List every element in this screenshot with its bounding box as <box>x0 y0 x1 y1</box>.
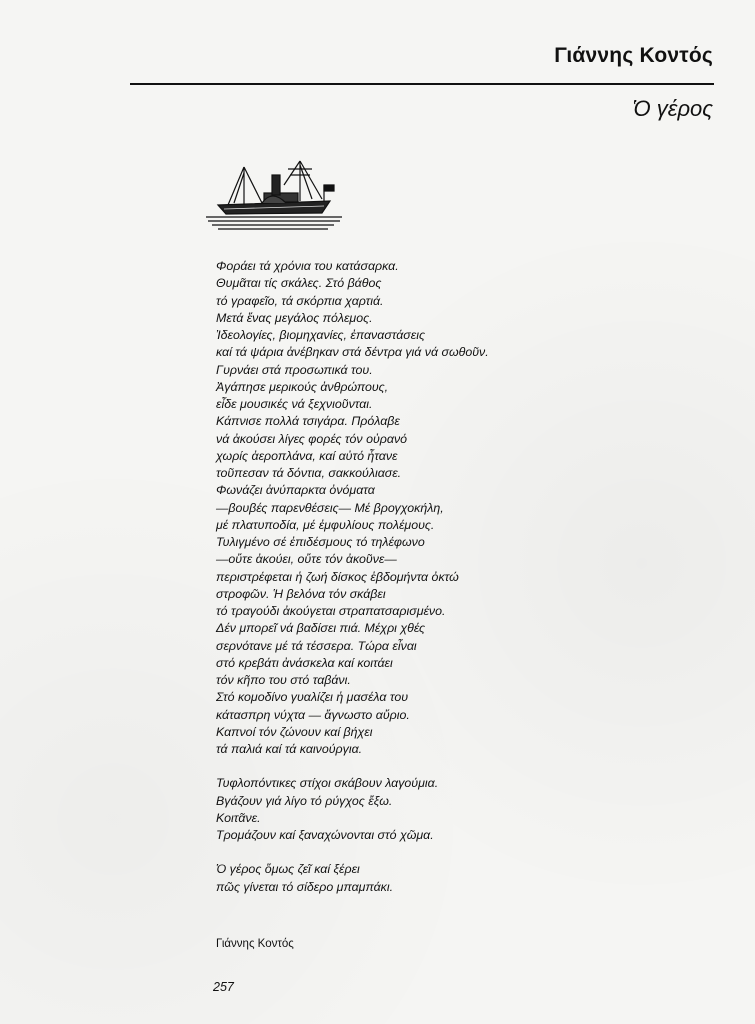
poem-line: χωρίς ἀεροπλάνα, καί αὐτό ἦτανε <box>216 448 398 463</box>
poem-line: Μετά ἕνας μεγάλος πόλεμος. <box>216 310 373 325</box>
poem-title: Ὁ γέρος <box>632 96 713 121</box>
poem-line: Βγάζουν γιά λίγο τό ρύγχος ἔξω. <box>216 793 393 808</box>
poem-line: Ἀγάπησε μερικούς ἀνθρώπους, <box>216 379 389 394</box>
poem-line: Τυλιγμένο σέ ἐπιδέσμους τό τηλέφωνο <box>216 535 425 549</box>
poem-line: στροφῶν. Ἡ βελόνα τόν σκάβει <box>216 586 386 601</box>
header-rule <box>130 83 714 85</box>
poem-line: πῶς γίνεται τό σίδερο μπαμπάκι. <box>216 879 394 894</box>
poem-line: Τρομάζουν καί ξαναχώνονται στό χῶμα. <box>216 828 434 842</box>
poem-line: τό γραφεῖο, τά σκόρπια χαρτιά. <box>216 293 384 308</box>
poem-line: Τυφλοπόντικες στίχοι σκάβουν λαγούμια. <box>216 776 439 791</box>
poem-line: Γυρνάει στά προσωπικά του. <box>216 362 373 377</box>
poem-line: μέ πλατυποδία, μέ ἐμφυλίους πολέμους. <box>216 517 435 532</box>
page-number: 257 <box>213 980 234 994</box>
poem-line: τόν κῆπο του στό ταβάνι. <box>216 673 351 687</box>
poem-line: τά παλιά καί τά καινούργια. <box>216 742 363 756</box>
poem-line: Κάπνισε πολλά τσιγάρα. Πρόλαβε <box>216 414 400 429</box>
poem-line: σερνότανε μέ τά τέσσερα. Τώρα εἶναι <box>216 638 417 653</box>
running-header-author: Γιάννης Κοντός <box>554 44 713 67</box>
poem-line: Φωνάζει ἀνύπαρκτα ὀνόματα <box>216 483 375 498</box>
poem-line: τό τραγούδι ἀκούγεται στραπατσαρισμένο. <box>216 604 446 618</box>
poem-line: Θυμᾶται τίς σκάλες. Στό βάθος <box>216 276 382 291</box>
poem-line: Ὁ γέρος ὅμως ζεῖ καί ξέρει <box>216 862 360 877</box>
poem-line: νά ἀκούσει λίγες φορές τόν οὐρανό <box>216 431 408 446</box>
poem-line: Καπνοί τόν ζώνουν καί βήχει <box>216 724 373 739</box>
poem-line: περιστρέφεται ἡ ζωή δίσκος ἑβδομήντα ὀκτώ <box>216 569 459 584</box>
poem-line: Στό κομοδίνο γυαλίζει ἡ μασέλα του <box>216 690 409 705</box>
stanza-2 <box>216 775 636 844</box>
steamship-icon <box>204 155 344 235</box>
author-signature: Γιάννης Κοντός <box>216 938 294 950</box>
stanza-1 <box>216 258 636 758</box>
poem-line: καί τά ψάρια ἀνέβηκαν στά δέντρα γιά νά σωθοῦν. <box>216 345 489 360</box>
poem-body <box>216 258 636 896</box>
poem-line: κάτασπρη νύχτα — ἄγνωστο αὔριο. <box>216 707 410 722</box>
poem-line: —οὔτε ἀκούει, οὔτε τόν ἀκοῦνε— <box>216 552 397 567</box>
stanza-3 <box>216 861 636 896</box>
poem-line: —βουβές παρενθέσεις— Μέ βρογχοκήλη, <box>216 500 444 515</box>
poem-line: τοῦπεσαν τά δόντια, σακκούλιασε. <box>216 466 402 480</box>
poem-line: Κοιτᾶνε. <box>216 810 261 825</box>
poem-line: Φοράει τά χρόνια του κατάσαρκα. <box>216 259 399 273</box>
poem-line: στό κρεβάτι ἀνάσκελα καί κοιτάει <box>216 655 393 670</box>
poem-line: Δέν μπορεῖ νά βαδίσει πιά. Μέχρι χθές <box>216 621 425 636</box>
poem-line: εἶδε μουσικές νά ξεχνιοῦνται. <box>216 397 373 411</box>
poem-line: Ἰδεολογίες, βιομηχανίες, ἐπαναστάσεις <box>216 328 426 342</box>
